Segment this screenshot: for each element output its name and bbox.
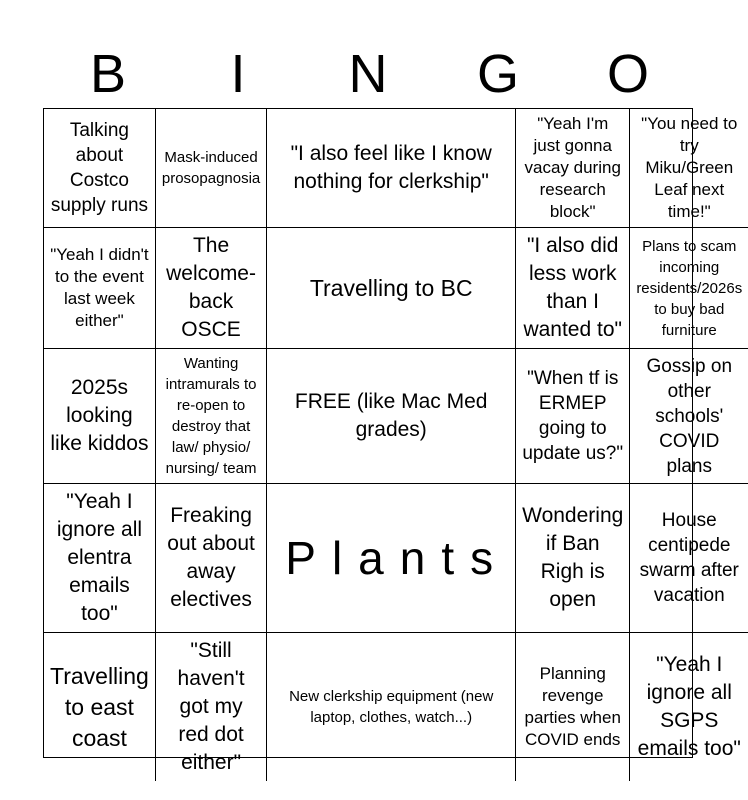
bingo-cell[interactable] bbox=[516, 633, 630, 781]
header-letter-g: G bbox=[476, 44, 519, 104]
header-letter-b: B bbox=[89, 44, 127, 104]
bingo-cell[interactable] bbox=[44, 484, 156, 633]
bingo-cell-text: Planning revenge parties when COVID ends bbox=[524, 664, 621, 749]
bingo-cell-text: Wanting intramurals to re-open to destroy that law/ physio/ nursing/ team bbox=[165, 355, 257, 477]
bingo-cell-text: "Still haven't got my red dot either" bbox=[177, 639, 245, 774]
bingo-cell-text: Plants bbox=[285, 532, 510, 584]
bingo-cell-free[interactable] bbox=[267, 484, 516, 633]
bingo-cell-text: Gossip on other schools' COVID plans bbox=[646, 355, 733, 477]
bingo-board bbox=[43, 108, 743, 774]
bingo-cell-text: House centipede swarm after vacation bbox=[639, 510, 739, 606]
bingo-header bbox=[43, 40, 693, 108]
bingo-cell[interactable] bbox=[516, 109, 630, 228]
header-letter-o: O bbox=[606, 44, 649, 104]
bingo-cell-text: "Yeah I'm just gonna vacay during research block" bbox=[524, 114, 621, 221]
bingo-cell-text: "You need to try Miku/Green Leaf next time!" bbox=[641, 114, 738, 221]
bingo-cell[interactable] bbox=[44, 109, 156, 228]
bingo-cell[interactable] bbox=[156, 109, 267, 228]
bingo-cell[interactable] bbox=[267, 109, 516, 228]
bingo-cell[interactable] bbox=[44, 349, 156, 484]
bingo-cell[interactable] bbox=[516, 484, 630, 633]
bingo-cell[interactable] bbox=[630, 349, 748, 484]
bingo-cell-text: Talking about Costco supply runs bbox=[50, 120, 149, 216]
bingo-cell-text: Wondering if Ban Righ is open bbox=[522, 504, 624, 611]
bingo-cell[interactable] bbox=[630, 228, 748, 349]
bingo-cell-text: Freaking out about away electives bbox=[167, 504, 255, 611]
bingo-cell-text: 2025s looking like kiddos bbox=[50, 376, 149, 455]
bingo-cell-text: "Yeah I ignore all elentra emails too" bbox=[56, 490, 143, 625]
bingo-cell[interactable] bbox=[156, 633, 267, 781]
bingo-cell[interactable] bbox=[630, 484, 748, 633]
header-letter-i: I bbox=[230, 44, 246, 104]
bingo-cell-text: The welcome-back OSCE bbox=[166, 234, 256, 341]
bingo-cell[interactable] bbox=[156, 228, 267, 349]
bingo-cell-text: New clerkship equipment (new laptop, clothes, watch...) bbox=[289, 688, 494, 726]
bingo-cell[interactable] bbox=[267, 349, 516, 484]
bingo-cell[interactable] bbox=[156, 484, 267, 633]
bingo-cell[interactable] bbox=[156, 349, 267, 484]
bingo-cell-text: Mask-induced prosopagnosia bbox=[161, 149, 261, 187]
bingo-cell[interactable] bbox=[44, 633, 156, 781]
bingo-cell[interactable] bbox=[267, 228, 516, 349]
bingo-cell-text: FREE (like Mac Med grades) bbox=[294, 390, 488, 441]
bingo-cell-text: "I also feel like I know nothing for clerkship" bbox=[290, 142, 492, 193]
bingo-cell-text: "When tf is ERMEP going to update us?" bbox=[522, 368, 624, 464]
bingo-cell[interactable] bbox=[516, 349, 630, 484]
header-letter-n: N bbox=[348, 44, 388, 104]
bingo-cell[interactable] bbox=[630, 109, 748, 228]
bingo-cell-text: Travelling to east coast bbox=[50, 662, 149, 751]
bingo-cell[interactable] bbox=[44, 228, 156, 349]
bingo-cell-text: "Yeah I didn't to the event last week either" bbox=[50, 245, 149, 330]
bingo-cell[interactable] bbox=[516, 228, 630, 349]
bingo-cell-text: Plans to scam incoming residents/2026s to buy bad furniture bbox=[636, 237, 743, 339]
bingo-cell[interactable] bbox=[267, 633, 516, 781]
bingo-cell-text: "I also did less work than I wanted to" bbox=[523, 234, 622, 341]
bingo-cell-text: "Yeah I ignore all SGPS emails too" bbox=[637, 653, 741, 760]
bingo-cell[interactable] bbox=[630, 633, 748, 781]
bingo-cell-text: Travelling to BC bbox=[309, 274, 473, 301]
